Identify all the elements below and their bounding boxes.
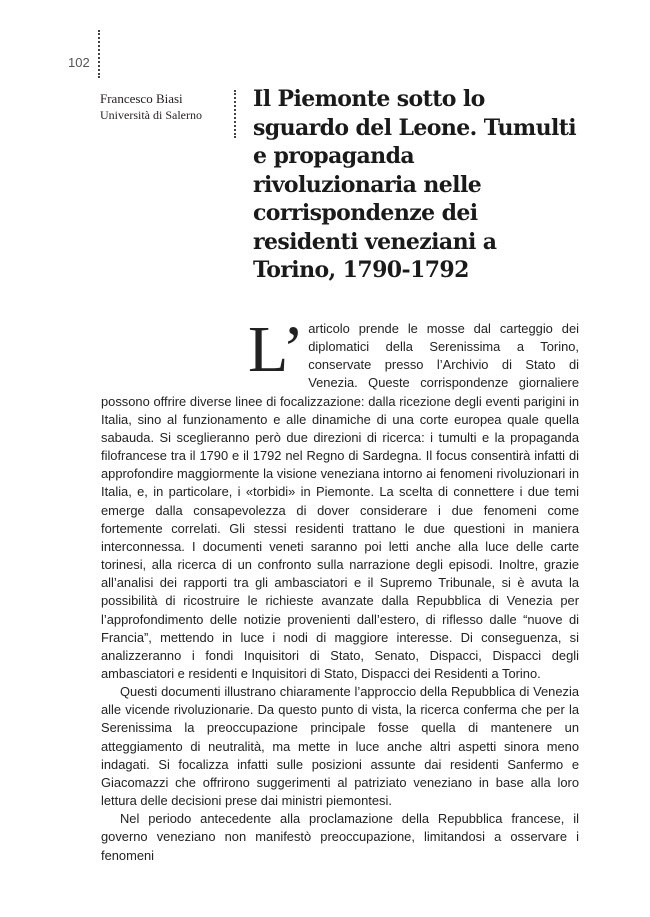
paragraph-2: Questi documenti illustrano chiaramente l’approccio della Repubblica di Venezia alle vicende rivoluzionarie. Da questo punto di vista, la ricerca conferma che per la Serenissima la preoccupazione principale fosse quella di mantenere un atteggiamento di neutralità, ma mette in luce anche altri aspetti sinora meno indagati. Si focalizza infatti sulle posizioni assunte dai residenti Sanfermo e Giacomazzi che offrirono suggerimenti al patriziato veneziano in base alla loro lettura delle decisioni prese dai ministri piemontesi.	[101, 684, 579, 809]
article-title: Il Piemonte sotto lo sguardo del Leone. Tumulti e propaganda rivoluzionaria nelle corrispondenze dei residenti veneziani a Torino, 1790-1792	[253, 86, 577, 283]
article-body	[101, 313, 579, 865]
drop-cap: L’	[248, 313, 305, 386]
page-number: 102	[68, 55, 90, 70]
paragraph-3: Nel periodo antecedente alla proclamazione della Repubblica francese, il governo veneziano non manifestò preoccupazione, limitandosi a osservare i fenomeni	[101, 811, 579, 863]
paragraph-1	[101, 313, 579, 683]
paragraph-1-text: articolo prende le mosse dal carteggio dei diplomatici della Serenissima a Torino, conservate presso l’Archivio di Stato di Venezia. Queste corrispondenze giornaliere possono offrire diverse linee di focalizzazione: dalla ricezione degli eventi parigini in Italia, sino al funzionamento e alle dinamiche di una corte europea quale quella sabauda. Si sceglieranno però due direzioni di ricerca: i tumulti e la propaganda filofrancese tra il 1790 e il 1792 nel Regno di Sardegna. Il focus consentirà infatti di approfondire maggiormente la visione veneziana intorno ai fenomeni rivoluzionari in Italia, e, in particolare, i «torbidi» in Piemonte. La scelta di connettere i due temi emerge dalla consapevolezza di dover considerare i due fenomeni come fortemente correlati. Gli stessi residenti trattano le due questioni in maniera interconnessa. I documenti veneti saranno poi letti anche alla luce delle carte torinesi, alla ricerca di un confronto sulla narrazione degli episodi. Inoltre, grazie all’analisi dei rapporti tra gli ambasciatori e il Supremo Tribunale, si è avuta la possibilità di ricostruire le richieste avanzate dalla Repubblica di Venezia per l’approfondimento delle notizie provenienti dall’estero, di riflesso dalle “nuove di Francia”, mettendo in luce i nodi di maggiore interesse. Di conseguenza, si analizzeranno i fondi Inquisitori di Stato, Senato, Dispacci, Dispacci degli ambasciatori e residenti e Inquisitori di Stato, Dispacci dei Residenti a Torino.	[101, 321, 579, 681]
author-affiliation: Università di Salerno	[100, 108, 202, 122]
author-name: Francesco Biasi	[100, 91, 183, 106]
title-rule	[234, 90, 236, 138]
page-number-rule	[98, 30, 100, 78]
author-block	[100, 90, 235, 124]
